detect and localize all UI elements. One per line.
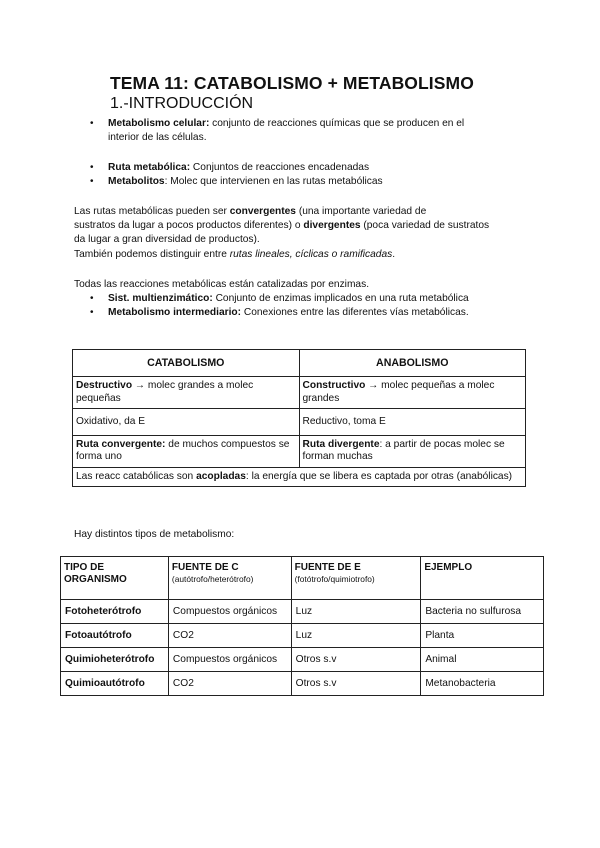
text-run: Todas las reacciones metabólicas están catalizadas por enzimas. [74, 279, 370, 290]
definition-text: Conjunto de enzimas implicados en una ruta metabólica [212, 293, 469, 304]
paragraph-rutas [74, 205, 489, 262]
column-header: ANABOLISMO [299, 350, 526, 377]
cell-bold: Ruta convergente: [76, 438, 166, 450]
table-cell [73, 377, 300, 409]
table-cell: Animal [421, 648, 544, 672]
table-row [73, 377, 526, 409]
cell-text: → molec pequeñas a molec grandes [302, 380, 495, 404]
table-cell: Luz [291, 600, 421, 624]
catabolism-anabolism-table [72, 349, 526, 487]
definition-text: Conjuntos de reacciones encadenadas [190, 162, 370, 173]
text-run: da lugar a gran diversidad de productos). [74, 234, 260, 246]
definition-term: Sist. multienzimático: [108, 293, 213, 304]
cell-text: → molec grandes a molec pequeñas [76, 380, 254, 404]
text-run: divergentes [303, 220, 361, 232]
table-cell: Otros s.v [291, 648, 421, 672]
table-cell: Metanobacteria [421, 672, 544, 696]
header-sublabel: (fotótrofo/quimiotrofo) [294, 573, 375, 584]
cell-text: de muchos compuestos se forma uno [76, 438, 290, 462]
table-row [61, 648, 544, 672]
definition-text: : Molec que intervienen en las rutas metabólicas [164, 176, 383, 187]
table-cell: Bacteria no sulfurosa [421, 600, 544, 624]
list-item [88, 161, 383, 175]
text-run: (poca variedad de sustratos [360, 220, 490, 232]
paragraph-enzimas [74, 278, 369, 292]
table-cell [299, 435, 526, 467]
cell-bold: Destructivo [76, 380, 133, 391]
text-run: . [392, 248, 396, 260]
column-header [168, 557, 291, 600]
text-run: sustratos da lugar a pocos productos diferentes) o [74, 220, 304, 232]
list-item [88, 306, 469, 320]
table-cell: CO2 [168, 672, 291, 696]
header-label: FUENTE DE E [294, 562, 361, 573]
table-cell: Planta [421, 624, 544, 648]
table-cell: Reductivo, toma E [299, 409, 526, 436]
cell-bold: acopladas [196, 470, 246, 482]
cell-text: : a partir de pocas molec se forman muchas [302, 438, 505, 462]
table-cell: Compuestos orgánicos [168, 648, 291, 672]
table-cell: CO2 [168, 624, 291, 648]
table-cell [299, 377, 526, 409]
table-cell: Fotoautótrofo [61, 624, 169, 648]
table-row [73, 409, 526, 436]
paragraph-tipos [74, 528, 234, 542]
table-cell: Quimioheterótrofo [61, 648, 169, 672]
column-header: CATABOLISMO [73, 350, 300, 377]
text-run: Hay distintos tipos de metabolismo: [74, 529, 235, 540]
definitions-list-2 [88, 161, 383, 189]
definition-term: Metabolismo celular: [108, 118, 210, 129]
definition-term: Metabolismo intermediario: [108, 307, 242, 318]
table-header-row [73, 350, 526, 377]
table-cell [73, 435, 300, 467]
table-cell: Luz [291, 624, 421, 648]
table-row [73, 435, 526, 467]
list-item [88, 175, 383, 189]
table-row [61, 624, 544, 648]
table-cell: Otros s.v [291, 672, 421, 696]
definition-term: Metabolitos [108, 176, 165, 187]
cell-text: Las reacc catabólicas son [76, 470, 197, 482]
table-cell [73, 467, 526, 487]
table-cell: Quimioautótrofo [61, 672, 169, 696]
header-sublabel: (autótrofo/heterótrofo) [171, 573, 254, 584]
table-cell: Compuestos orgánicos [168, 600, 291, 624]
column-header: EJEMPLO [421, 557, 544, 600]
cell-text: : la energía que se libera es captada por otras (anabólicas) [245, 470, 513, 482]
definitions-list-1 [88, 117, 464, 145]
table-row [61, 672, 544, 696]
column-header: TIPO DE ORGANISMO [61, 557, 169, 600]
definition-term: Ruta metabólica: [108, 162, 191, 173]
cell-bold: Ruta divergente [302, 438, 380, 450]
table-header-row [61, 557, 544, 600]
text-run: (una importante variedad de [295, 206, 427, 217]
definitions-list-3 [88, 292, 469, 320]
table-row [73, 467, 526, 487]
definition-text: Conexiones entre las diferentes vías metabólicas. [241, 307, 469, 318]
definition-text: interior de las células. [108, 132, 207, 143]
page-title: TEMA 11: CATABOLISMO + METABOLISMO [110, 73, 474, 93]
text-run: rutas lineales, cíclicas o ramificadas [229, 248, 393, 260]
section-heading: 1.-INTRODUCCIÓN [110, 95, 254, 112]
column-header [291, 557, 421, 600]
table-cell: Oxidativo, da E [73, 409, 300, 436]
text-run: convergentes [229, 206, 296, 217]
list-item [88, 117, 464, 145]
table-row [61, 600, 544, 624]
metabolism-types-table [60, 556, 544, 696]
definition-text: conjunto de reacciones químicas que se producen en el [209, 118, 465, 129]
list-item [88, 292, 469, 306]
text-run: Las rutas metabólicas pueden ser [74, 206, 230, 217]
text-run: También podemos distinguir entre [74, 248, 230, 260]
table-cell: Fotoheterótrofo [61, 600, 169, 624]
header-label: FUENTE DE C [171, 562, 239, 573]
cell-bold: Constructivo [302, 380, 366, 391]
